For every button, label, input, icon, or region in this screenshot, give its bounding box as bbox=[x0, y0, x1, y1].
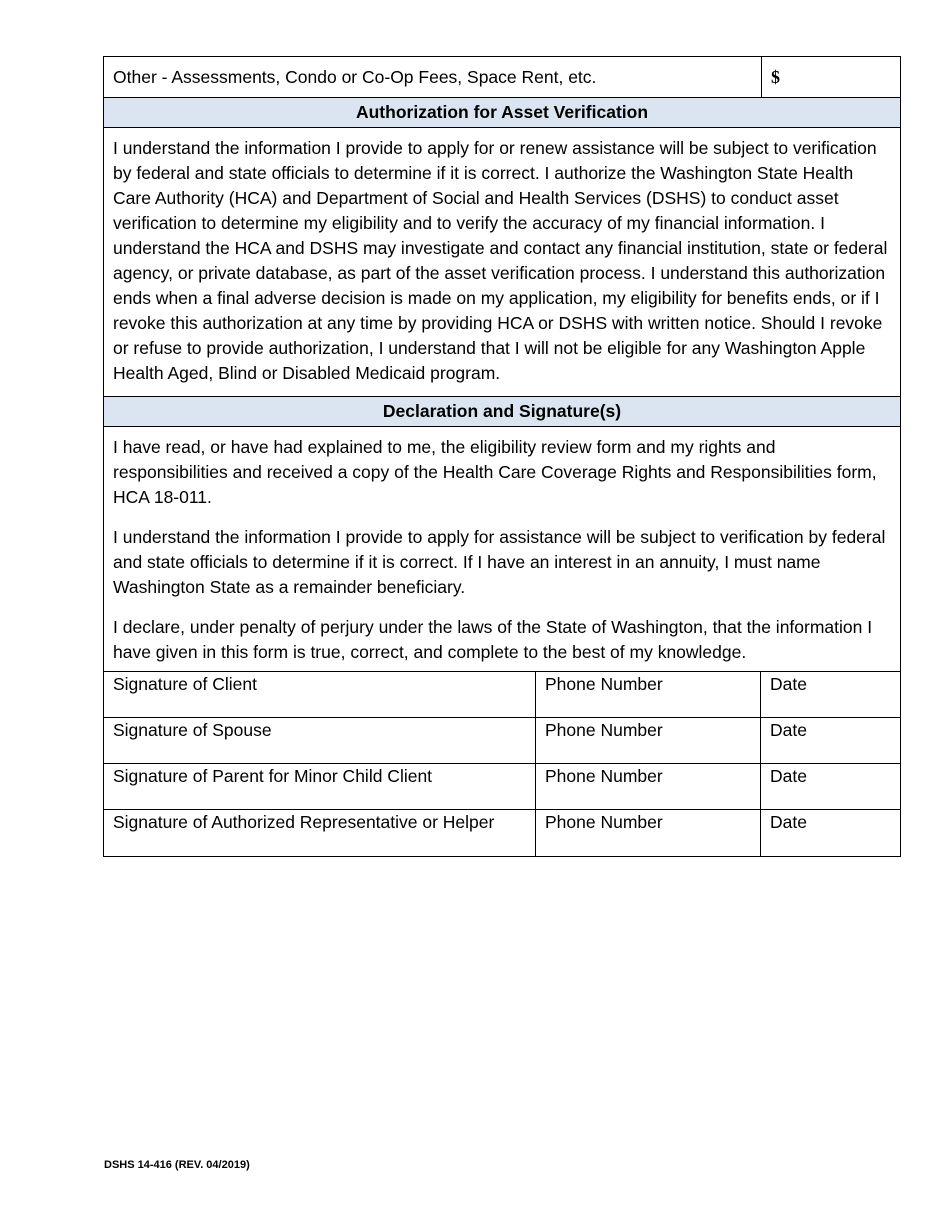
other-expenses-row bbox=[104, 57, 900, 98]
date-representative-field[interactable]: Date bbox=[770, 812, 807, 832]
signature-spouse-field[interactable]: Signature of Spouse bbox=[104, 718, 536, 763]
authorization-header: Authorization for Asset Verification bbox=[104, 98, 900, 128]
declaration-header: Declaration and Signature(s) bbox=[104, 397, 900, 427]
signature-parent-field[interactable]: Signature of Parent for Minor Child Client bbox=[104, 764, 536, 809]
phone-representative-field[interactable]: Phone Number bbox=[536, 810, 761, 856]
other-expenses-amount-field[interactable]: $ bbox=[771, 66, 780, 87]
signature-row-client bbox=[104, 672, 900, 718]
eligibility-review-form-table bbox=[103, 56, 901, 857]
signature-representative-field[interactable]: Signature of Authorized Representative or Helper bbox=[104, 810, 536, 856]
phone-client-field[interactable]: Phone Number bbox=[536, 672, 761, 717]
authorization-text-block bbox=[104, 128, 900, 397]
other-expenses-label: Other - Assessments, Condo or Co-Op Fees, Space Rent, etc. bbox=[104, 57, 762, 97]
date-client-field[interactable]: Date bbox=[770, 674, 807, 694]
declaration-text-block bbox=[104, 427, 900, 672]
signature-row-parent bbox=[104, 764, 900, 810]
phone-parent-field[interactable]: Phone Number bbox=[536, 764, 761, 809]
phone-spouse-field[interactable]: Phone Number bbox=[536, 718, 761, 763]
declaration-paragraph-2: I understand the information I provide to apply for assistance will be subject to verification by federal and state officials to determine if it is correct. If I have an interest in an annuity, I must name Washington State as a remainder beneficiary. bbox=[113, 527, 886, 597]
signature-row-representative bbox=[104, 810, 900, 856]
date-spouse-field[interactable]: Date bbox=[770, 720, 807, 740]
declaration-paragraph-1: I have read, or have had explained to me, the eligibility review form and my rights and responsibilities and received a copy of the Health Care Coverage Rights and Responsibilities form, HCA 18-011. bbox=[113, 437, 877, 507]
form-id-footer: DSHS 14-416 (REV. 04/2019) bbox=[104, 1159, 250, 1171]
date-parent-field[interactable]: Date bbox=[770, 766, 807, 786]
signature-client-field[interactable]: Signature of Client bbox=[104, 672, 536, 717]
signature-row-spouse bbox=[104, 718, 900, 764]
declaration-paragraph-3: I declare, under penalty of perjury under the laws of the State of Washington, that the information I have given in this form is true, correct, and complete to the best of my knowledge. bbox=[113, 617, 873, 662]
authorization-paragraph: I understand the information I provide to apply for or renew assistance will be subject to verification by federal and state officials to determine if it is correct. I authorize the Washington State Health Care Authority (HCA) and Department of Social and Health Services (DSHS) to conduct asset verification to determine my eligibility and to verify the accuracy of my financial information. I understand the HCA and DSHS may investigate and contact any financial institution, state or federal agency, or private database, as part of the asset verification process. I understand this authorization ends when a final adverse decision is made on my application, my eligibility for benefits ends, or if I revoke this authorization at any time by providing HCA or DSHS with written notice. Should I revoke or refuse to provide authorization, I understand that I will not be eligible for any Washington Apple Health Aged, Blind or Disabled Medicaid program. bbox=[113, 138, 888, 383]
